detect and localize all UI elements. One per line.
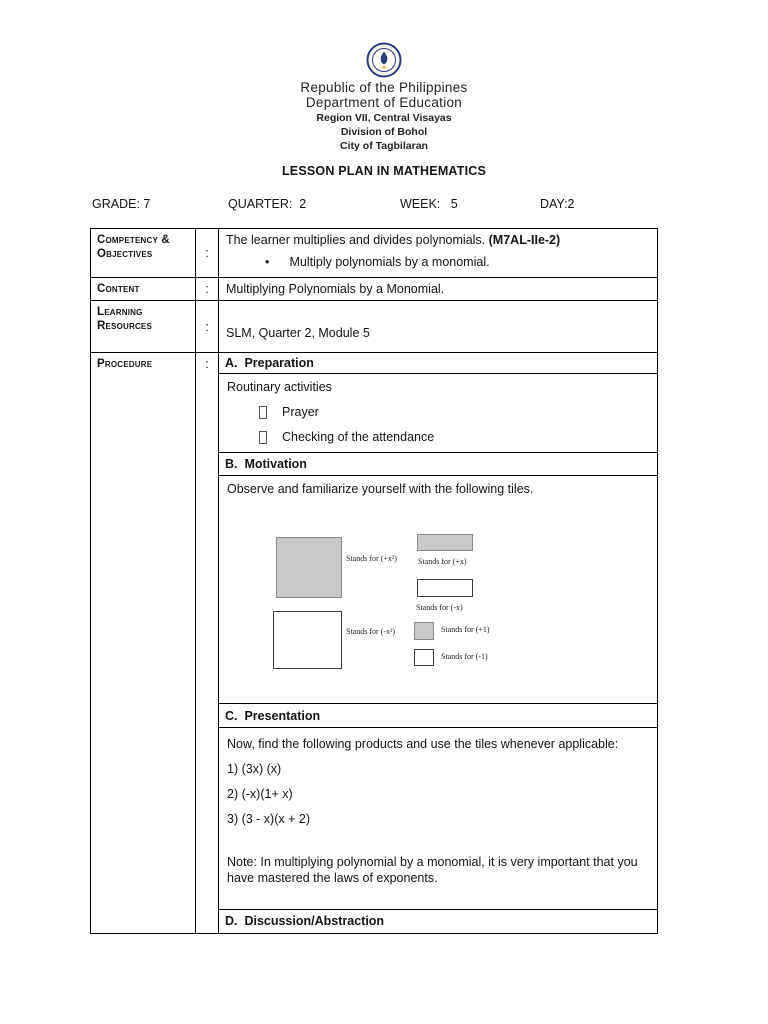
learning-resources-text: SLM, Quarter 2, Module 5 (226, 326, 370, 340)
tile-positive-x2-label: Stands for (+x²) (346, 554, 397, 563)
header-republic: Republic of the Philippines (300, 80, 468, 95)
product-item-3: 3) (3 - x)(x + 2) (227, 812, 310, 826)
header-city: City of Tagbilaran (340, 140, 428, 152)
competency-code: (M7AL-IIe-2) (488, 233, 561, 247)
meta-week: WEEK: 5 (400, 197, 458, 211)
note-text: Note: In multiplying polynomial by a monomial, it is very important that you have mastered the laws of exponents. (227, 855, 638, 885)
tile-negative-x-label: Stands for (-x) (416, 603, 463, 612)
page-title: LESSON PLAN IN MATHEMATICS (281, 164, 487, 178)
procedure-colon: : (196, 353, 219, 934)
lesson-plan-table (90, 228, 658, 934)
tile-positive-x2 (276, 537, 342, 598)
content-colon: : (196, 278, 219, 301)
competency-colon: : (196, 229, 219, 278)
content-label: Content (91, 278, 196, 301)
header-division: Division of Bohol (340, 126, 428, 138)
content-content (219, 278, 658, 301)
learning-resources-label: Learning Resources (91, 301, 196, 353)
meta-quarter: QUARTER: 2 (228, 197, 307, 211)
table-row-competency (91, 229, 658, 278)
algebra-tiles-figure (219, 529, 657, 679)
section-b-motivation-body (219, 476, 657, 704)
products-instruction-text: Now, find the following products and use the tiles whenever applicable: (227, 737, 619, 751)
learning-resources-content (219, 301, 658, 353)
list-item-attendance (259, 430, 649, 445)
observe-instruction-text: Observe and familiarize yourself with the following tiles. (227, 482, 534, 496)
checkbox-icon (259, 431, 267, 444)
tile-negative-x2 (273, 611, 342, 669)
competency-content (219, 229, 658, 278)
list-item-prayer (259, 405, 649, 420)
header-department: Department of Education (305, 95, 463, 110)
procedure-content (219, 353, 658, 934)
tile-negative-1 (414, 649, 434, 666)
learning-resources-colon: : (196, 301, 219, 353)
routinary-activities-text: Routinary activities (227, 380, 332, 394)
section-a-preparation-body (219, 374, 657, 453)
competency-text-line (219, 229, 657, 248)
tile-positive-1 (414, 622, 434, 640)
procedure-label: Procedure (91, 353, 196, 934)
competency-bullet-text: Multiply polynomials by a monomial. (289, 255, 490, 269)
tile-negative-1-label: Stands for (-1) (441, 652, 488, 661)
deped-seal-icon (366, 42, 402, 78)
section-b-motivation-title: B. Motivation (219, 453, 657, 476)
header-region: Region VII, Central Visayas (316, 112, 452, 124)
section-d-discussion-title: D. Discussion/Abstraction (225, 914, 385, 928)
competency-bullet-item (265, 255, 657, 270)
tile-negative-x (417, 579, 473, 597)
tile-positive-x (417, 534, 473, 551)
bullet-icon: • (265, 255, 270, 269)
product-item-2: 2) (-x)(1+ x) (227, 787, 293, 801)
meta-day: DAY:2 (540, 197, 575, 211)
meta-grade: GRADE: 7 (92, 197, 151, 211)
document-header (0, 0, 768, 152)
table-row-content (91, 278, 658, 301)
section-c-presentation-body (219, 728, 657, 910)
tile-positive-1-label: Stands for (+1) (441, 625, 490, 634)
competency-text: The learner multiplies and divides polynomials. (226, 233, 486, 247)
section-a-preparation-title: A. Preparation (219, 353, 657, 374)
tile-negative-x2-label: Stands for (-x²) (346, 627, 396, 636)
checkbox-icon (259, 406, 267, 419)
content-text: Multiplying Polynomials by a Monomial. (226, 282, 445, 296)
tile-positive-x-label: Stands for (+x) (418, 557, 467, 566)
table-row-procedure (91, 353, 658, 934)
competency-label: Competency & Objectives (91, 229, 196, 278)
prayer-text: Prayer (282, 405, 319, 419)
section-c-presentation-title: C. Presentation (219, 704, 657, 728)
attendance-text: Checking of the attendance (282, 430, 435, 444)
deped-seal-logo (366, 42, 402, 78)
lesson-meta-row (0, 197, 768, 213)
product-item-1: 1) (3x) (x) (227, 762, 282, 776)
table-row-learning-resources (91, 301, 658, 353)
